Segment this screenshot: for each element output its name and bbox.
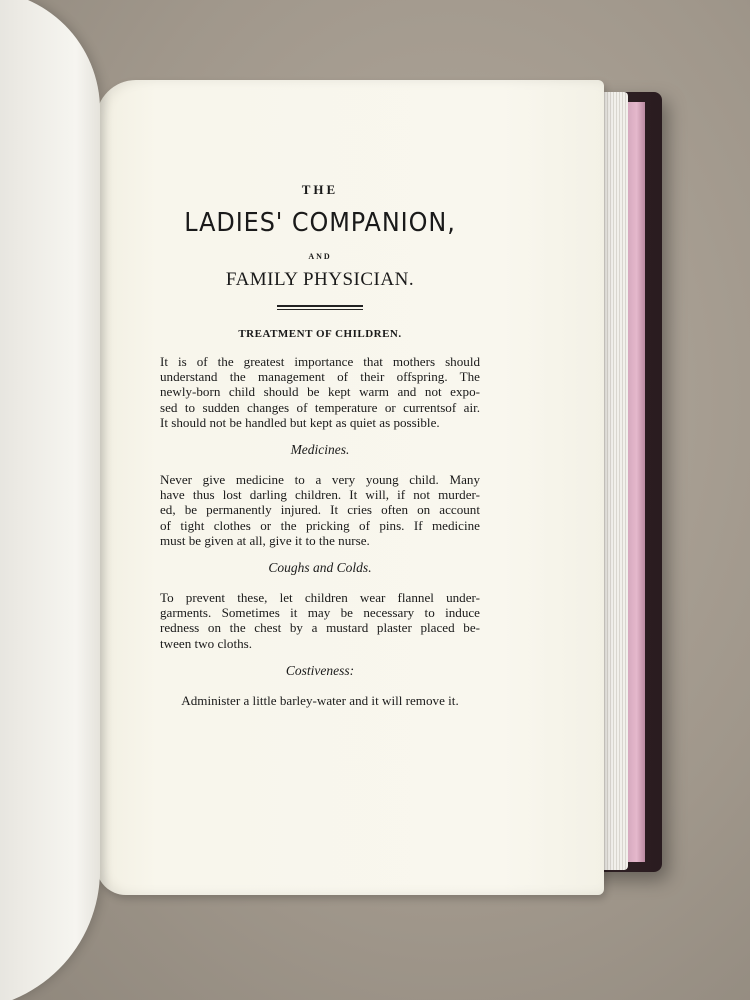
text-line: redness on the chest by a mustard plaster placed be- [160,620,480,636]
page-text [160,182,480,709]
left-curled-page [0,0,100,1000]
costiveness-heading: Costiveness: [285,662,355,678]
costiveness-text: Administer a little barley-water and it will remove it. [181,692,459,708]
coughs-paragraph [160,590,480,651]
intro-paragraph [160,354,480,430]
double-rule [277,305,363,310]
text-line: understand the management of their offspring. The [160,369,480,385]
medicines-heading: Medicines. [290,442,350,458]
text-line: Never give medicine to a very young child. Many [160,472,480,488]
text-line: ed, be permanently injured. It cries often on account [160,502,480,518]
text-line: garments. Sometimes it may be necessary to induce [160,605,480,621]
section-heading: TREATMENT OF CHILDREN. [238,328,402,340]
title-and: AND [308,252,332,261]
text-line: tween two cloths. [160,635,253,651]
text-line: must be given at all, give it to the nurse. [160,532,370,548]
text-line: To prevent these, let children wear flannel under- [160,590,480,606]
medicines-paragraph [160,472,480,548]
book-title: LADIES' COMPANION, [184,208,456,238]
book-subtitle: FAMILY PHYSICIAN. [225,269,415,290]
title-the: THE [301,182,339,197]
coughs-heading: Coughs and Colds. [268,560,372,576]
text-line: newly-born child should be kept warm and not expo- [160,384,480,400]
text-line: It should not be handled but kept as quiet as possible. [160,414,440,430]
text-line: It is of the greatest importance that mothers should [160,354,480,369]
text-line: sed to sudden changes of temperature or currentsof air. [160,399,480,415]
text-line: of tight clothes or the pricking of pins. If medicine [160,517,480,533]
text-line: have thus lost darling children. It will, if not murder- [160,487,480,503]
